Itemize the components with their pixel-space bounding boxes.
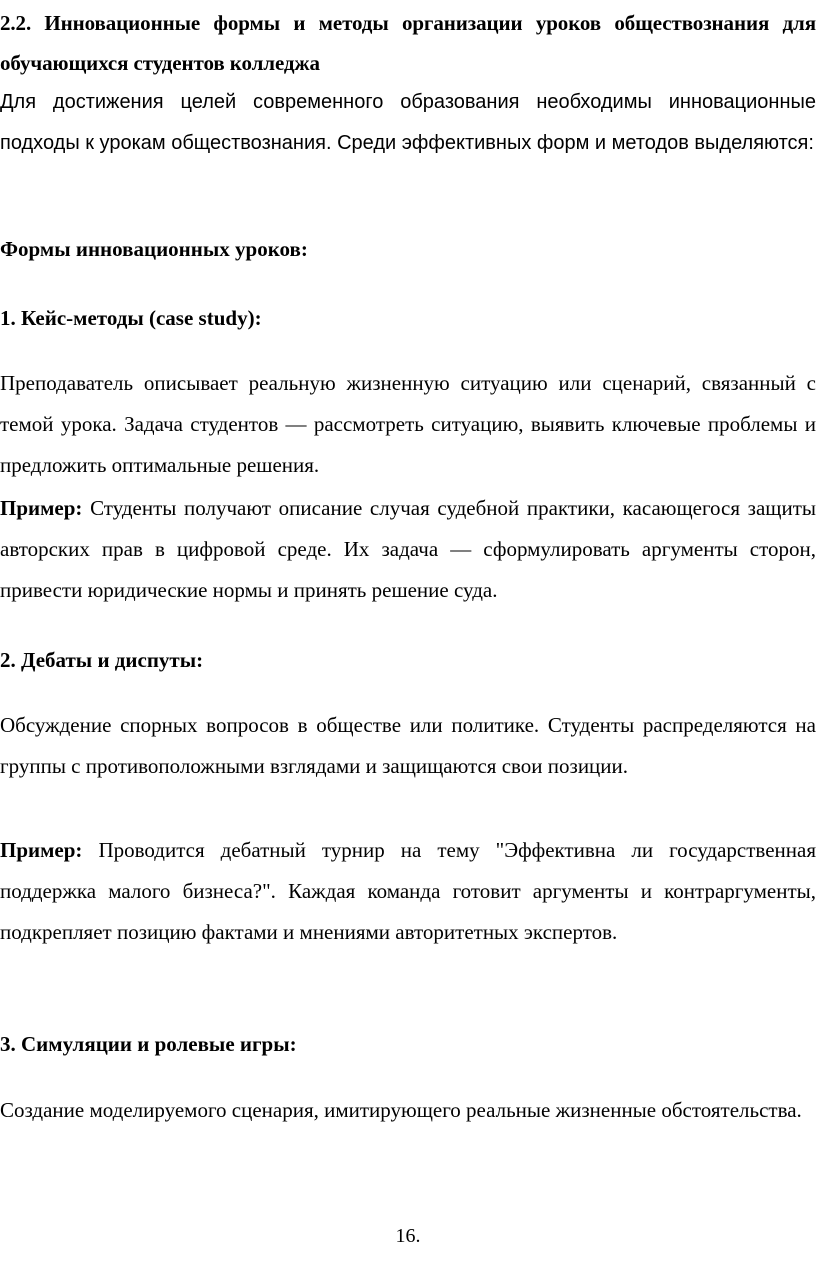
example-label: Пример: (0, 838, 83, 862)
page-number: 16. (395, 1225, 421, 1247)
section-title: 2.2. Инновационные формы и методы организации уроков обществознания для обучающихся студентов колледжа (0, 11, 816, 75)
item-heading-simulations: 3. Симуляции и ролевые игры: (0, 1032, 297, 1056)
item-description-simulations: Создание моделируемого сценария, имитирующего реальные жизненные обстоятельства. (0, 1098, 802, 1122)
item-description-case-study: Преподаватель описывает реальную жизненную ситуацию или сценарий, связанный с темой урока. Задача студентов — рассмотреть ситуацию, выявить ключевые проблемы и предложить оптимальные решения. (0, 371, 816, 477)
intro-paragraph: Для достижения целей современного образования необходимы инновационные подходы к урокам обществознания. Среди эффективных форм и методов выделяются: (0, 91, 816, 154)
item-heading-debates: 2. Дебаты и диспуты: (0, 648, 204, 672)
example-label: Пример: (0, 496, 83, 520)
item-description-debates: Обсуждение спорных вопросов в обществе или политике. Студенты распределяются на группы с противоположными взглядами и защищаются свои позиции. (0, 713, 816, 778)
example-text: Студенты получают описание случая судебной практики, касающегося защиты авторских прав в цифровой среде. Их задача — сформулировать аргументы сторон, привести юридические нормы и принять решение суда. (0, 496, 816, 602)
forms-heading: Формы инновационных уроков: (0, 237, 308, 261)
item-heading-case-study: 1. Кейс-методы (case study): (0, 306, 262, 330)
example-text: Проводится дебатный турнир на тему "Эффективна ли государственная поддержка малого бизнеса?". Каждая команда готовит аргументы и контраргументы, подкрепляет позицию фактами и мнениями авторитетных экспертов. (0, 838, 816, 944)
item-example-debates (0, 830, 816, 953)
item-example-case-study (0, 488, 816, 611)
